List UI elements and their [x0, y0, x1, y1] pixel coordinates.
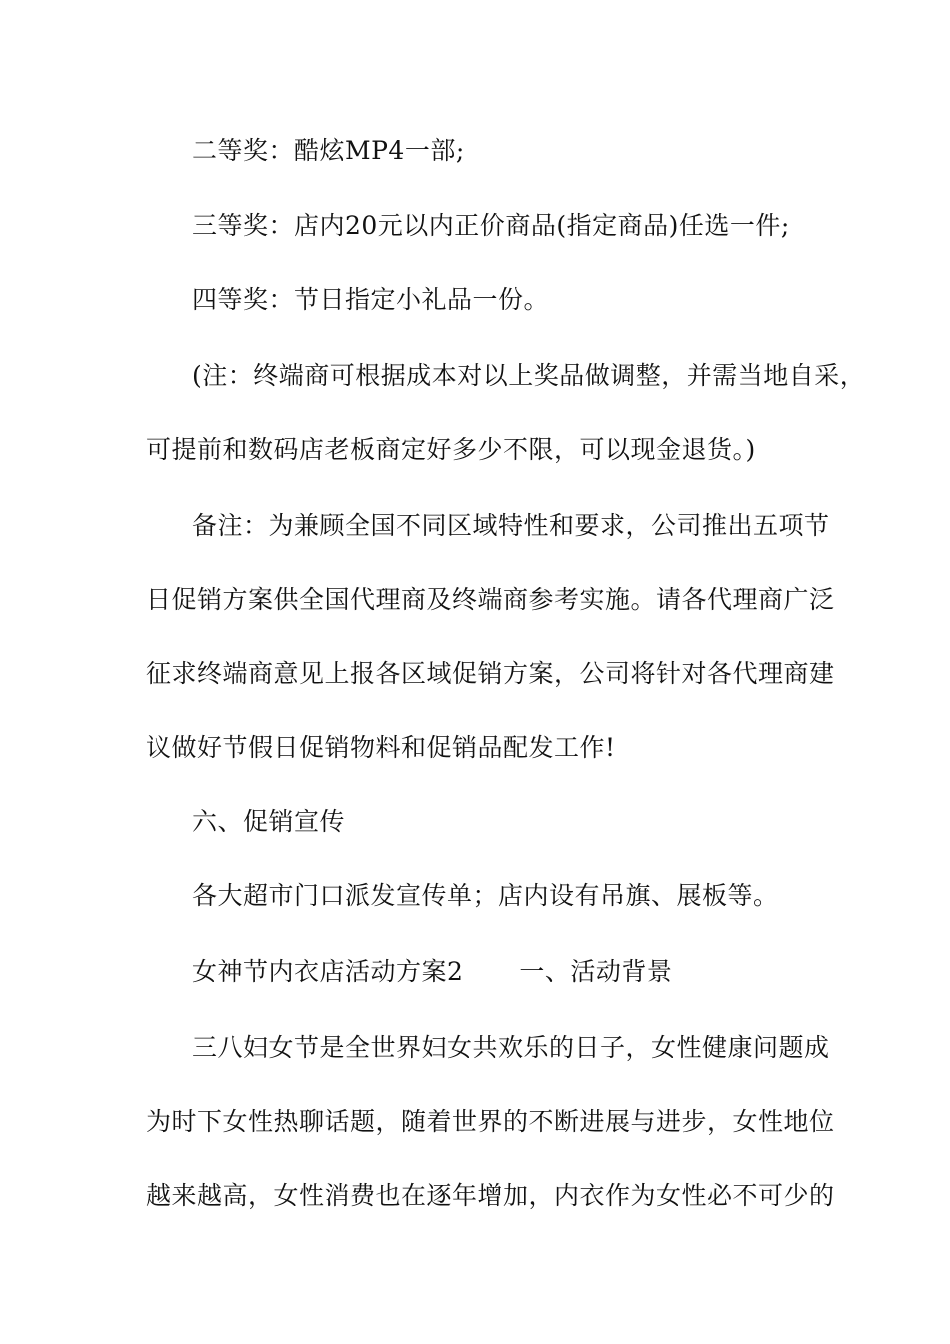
plan-title: 女神节内衣店活动方案2: [192, 957, 464, 986]
promotion-paragraph-line: 各大超市门口派发宣传单；店内设有吊旗、展板等。: [192, 881, 779, 910]
plan-title-line: [192, 952, 892, 992]
background-paragraph-line-1: 三八妇女节是全世界妇女共欢乐的日子，女性健康问题成: [192, 1033, 830, 1062]
prize-second-line: 二等奖：酷炫MP4一部;: [192, 136, 465, 165]
remark-paragraph-line-2: 日促销方案供全国代理商及终端商参考实施。请各代理商广泛: [146, 585, 835, 614]
note-paragraph-line-1: (注：终端商可根据成本对以上奖品做调整，并需当地自采，: [192, 361, 866, 390]
background-paragraph-line-2: 为时下女性热聊话题，随着世界的不断进展与进步，女性地位: [146, 1107, 835, 1136]
prize-fourth-line: 四等奖：节日指定小礼品一份。: [192, 285, 550, 314]
note-paragraph-line-2: 可提前和数码店老板商定好多少不限，可以现金退货。): [146, 435, 756, 464]
remark-paragraph-line-4: 议做好节假日促销物料和促销品配发工作!: [146, 733, 616, 762]
background-paragraph-line-3: 越来越高，女性消费也在逐年增加，内衣作为女性必不可少的: [146, 1181, 835, 1210]
section-heading-promotion: 六、促销宣传: [192, 807, 346, 836]
prize-third-line: 三等奖：店内20元以内正价商品(指定商品)任选一件;: [192, 211, 790, 240]
remark-paragraph-line-1: 备注：为兼顾全国不同区域特性和要求，公司推出五项节: [192, 511, 830, 540]
remark-paragraph-line-3: 征求终端商意见上报各区域促销方案，公司将针对各代理商建: [146, 659, 835, 688]
section-heading-background: 一、活动背景: [519, 957, 673, 986]
